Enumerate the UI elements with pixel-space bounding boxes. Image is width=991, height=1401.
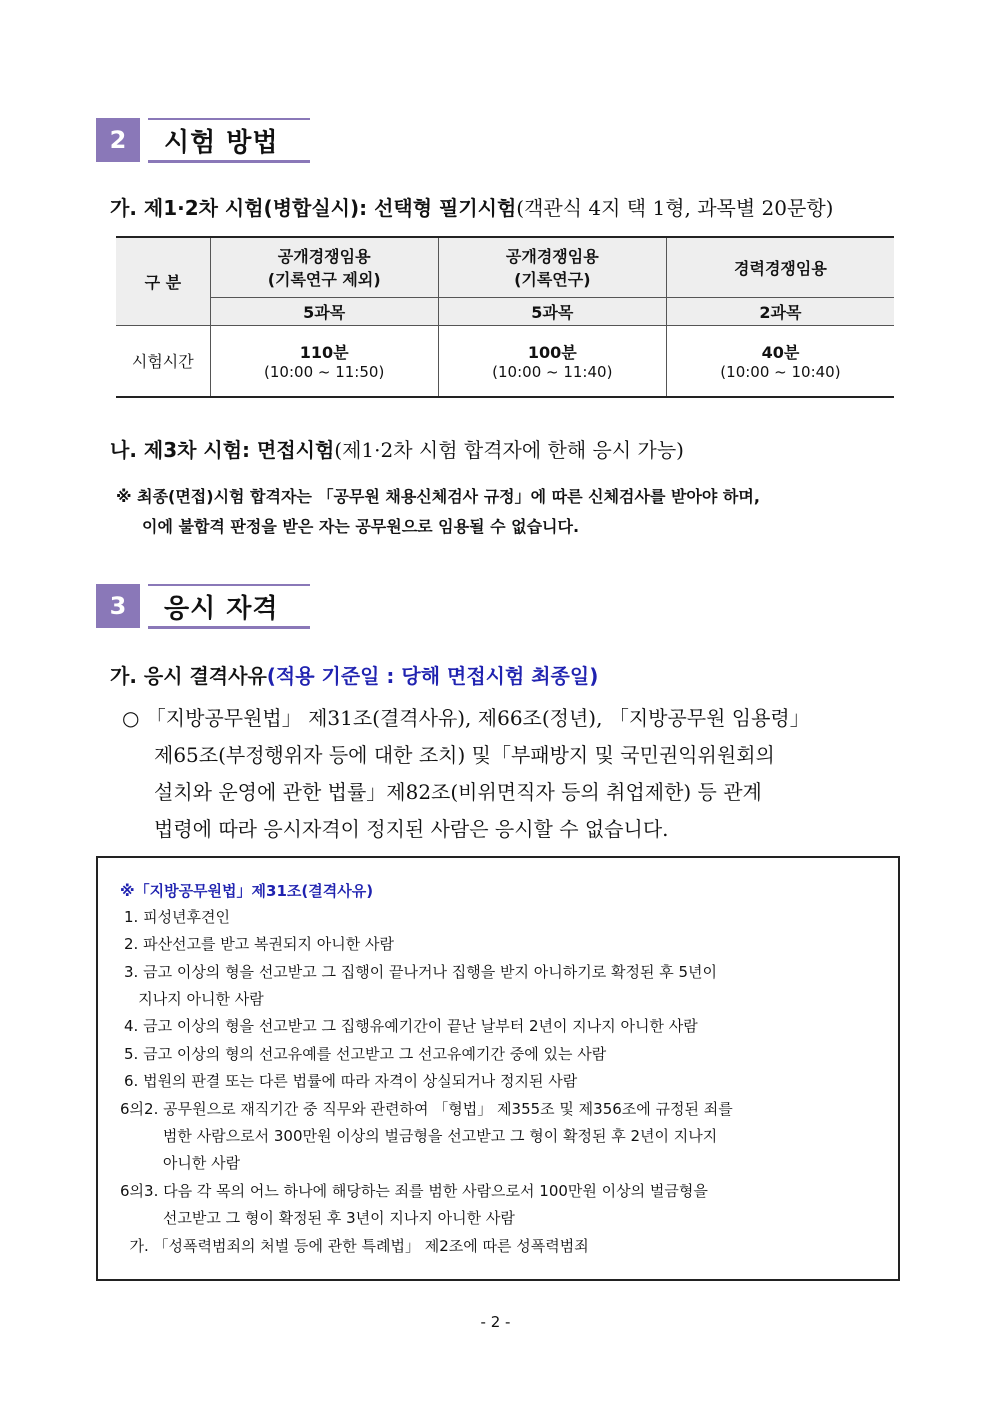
box-title: ※「지방공무원법」제31조(결격사유) (120, 882, 374, 900)
table-row-label: 시험시간 (116, 325, 210, 397)
list-item: 가. 「성폭력범죄의 처벌 등에 관한 특례법」 제2조에 따른 성폭력범죄 (120, 1237, 589, 1255)
table-subjects: 2과목 (666, 297, 894, 325)
note-line: 이에 불합격 판정을 받은 자는 공무원으로 임용될 수 없습니다. (142, 517, 580, 536)
qualification-paragraph (122, 700, 898, 848)
disqualification-box (96, 856, 900, 1281)
section-title: 시험 방법 (164, 128, 279, 158)
list-item: 3. 금고 이상의 형을 선고받고 그 집행이 끝나거나 집행을 받지 아니하기로 확정된 후 5년이 (124, 963, 717, 981)
divider (148, 584, 310, 586)
list-item: 1. 피성년후견인 (124, 908, 231, 926)
subheading-note: (객관식 4지 택 1형, 과목별 20문항) (516, 196, 834, 220)
page-number: - 2 - (480, 1313, 511, 1331)
list-item: 6. 법원의 판결 또는 다른 법률에 따라 자격이 상실되거나 정지된 사람 (124, 1072, 578, 1090)
list-item: 아니한 사람 (120, 1154, 241, 1172)
list-item: 4. 금고 이상의 형을 선고받고 그 집행유예기간이 끝난 날부터 2년이 지나지 아니한 사람 (124, 1017, 698, 1035)
exam-schedule-table (116, 236, 894, 398)
subheading-na (110, 434, 684, 463)
table-subjects: 5과목 (210, 297, 438, 325)
table-header-col: 공개경쟁임용 (기록연구 제외) (210, 237, 438, 297)
subheading-main: 가. 제1·2차 시험(병합실시): 선택형 필기시험 (110, 196, 517, 220)
table-header-category: 구 분 (116, 237, 210, 325)
subheading-main: 가. 응시 결격사유 (110, 664, 267, 688)
subheading-ga (110, 192, 833, 221)
section-title: 응시 자격 (164, 594, 279, 624)
list-item: 6의3. 다음 각 목의 어느 하나에 해당하는 죄를 범한 사람으로서 100만원 이상의 벌금형을 (120, 1182, 708, 1200)
list-item: 2. 파산선고를 받고 복권되지 아니한 사람 (124, 935, 394, 953)
table-cell-time: 110분 (10:00 ~ 11:50) (210, 325, 438, 397)
subheading-main: 나. 제3차 시험: 면접시험 (110, 438, 335, 462)
paragraph-line: 제65조(부정행위자 등에 대한 조치) 및「부패방지 및 국민권익위원회의 (154, 743, 775, 767)
list-item: 선고받고 그 형이 확정된 후 3년이 지나지 아니한 사람 (120, 1209, 515, 1227)
paragraph-line: 법령에 따라 응시자격이 정지된 사람은 응시할 수 없습니다. (154, 817, 669, 841)
table-cell-time: 40분 (10:00 ~ 10:40) (666, 325, 894, 397)
subheading-note: (제1·2차 시험 합격자에 한해 응시 가능) (334, 438, 684, 462)
divider (148, 626, 310, 629)
paragraph-line: ○ 「지방공무원법」 제31조(결격사유), 제66조(정년), 「지방공무원 임용령」 (122, 706, 810, 730)
list-item: 6의2. 공무원으로 재직기간 중 직무와 관련하여 「형법」 제355조 및 제356조에 규정된 죄를 (120, 1100, 733, 1118)
section-2-header (96, 118, 310, 164)
list-item: 지나지 아니한 사람 (124, 990, 264, 1008)
divider (148, 118, 310, 120)
table-header-col: 경력경쟁임용 (666, 237, 894, 297)
table-subjects: 5과목 (438, 297, 666, 325)
divider (148, 160, 310, 163)
subheading-note: (적용 기준일 : 당해 면접시험 최종일) (266, 664, 599, 688)
section-number: 2 (96, 118, 140, 162)
list-item: 5. 금고 이상의 형의 선고유예를 선고받고 그 선고유예기간 중에 있는 사람 (124, 1045, 607, 1063)
table-header-col: 공개경쟁임용 (기록연구) (438, 237, 666, 297)
paragraph-line: 설치와 운영에 관한 법률」제82조(비위면직자 등의 취업제한) 등 관계 (154, 780, 762, 804)
note-line: ※ 최종(면접)시험 합격자는 「공무원 채용신체검사 규정」에 따른 신체검사를 받아야 하며, (116, 487, 760, 506)
list-item: 범한 사람으로서 300만원 이상의 벌금형을 선고받고 그 형이 확정된 후 2년이 지나지 (120, 1127, 718, 1145)
table-cell-time: 100분 (10:00 ~ 11:40) (438, 325, 666, 397)
section-number: 3 (96, 584, 140, 628)
subheading-ga-3 (110, 660, 598, 689)
section-3-header (96, 584, 310, 630)
